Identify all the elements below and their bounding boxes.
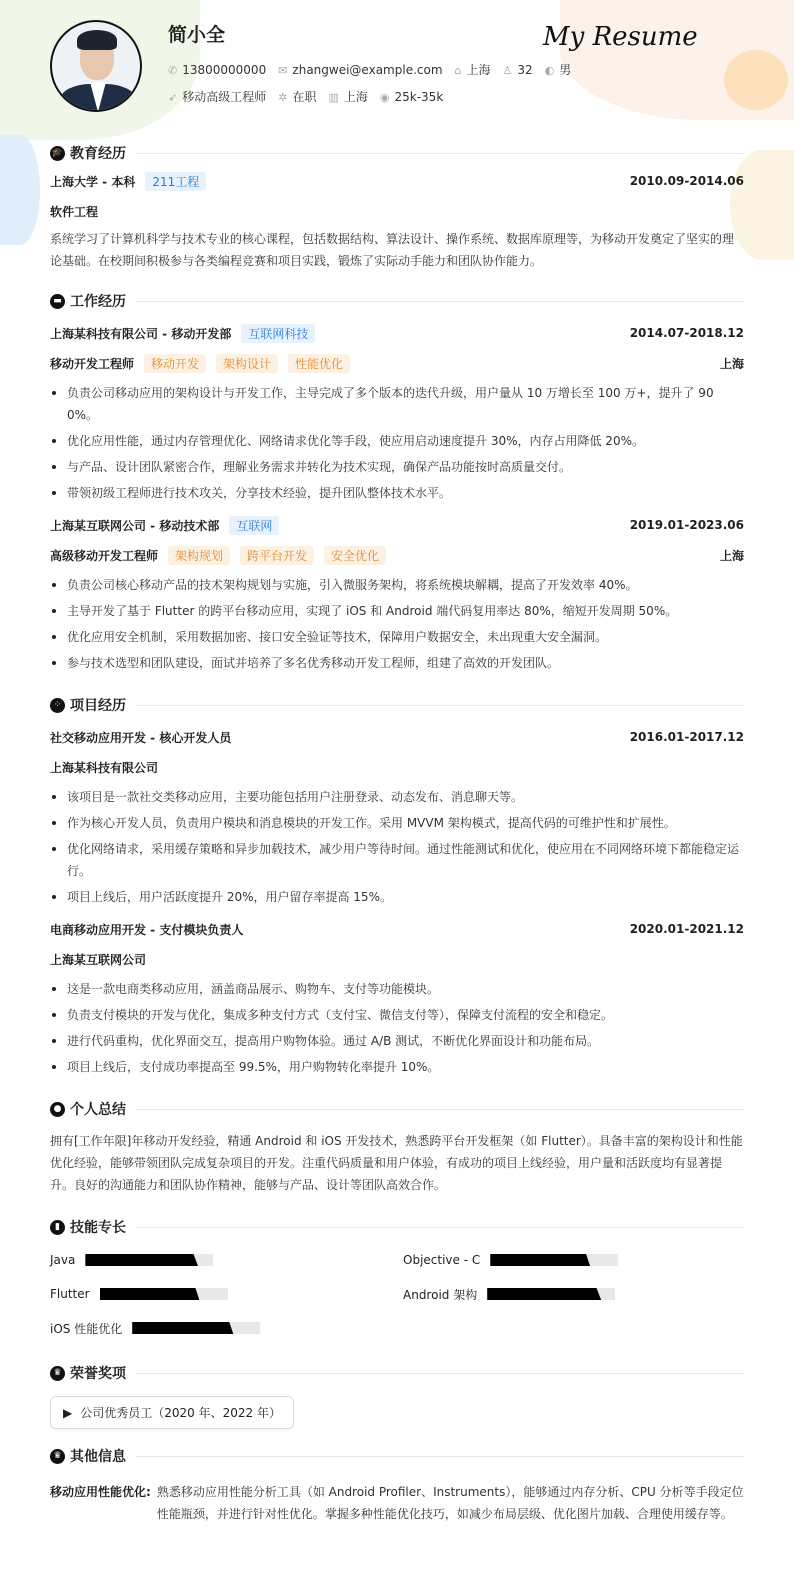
avatar	[50, 20, 142, 112]
list-item: 带领初级工程师进行技术攻关，分享技术经验，提升团队整体技术水平。	[50, 482, 744, 504]
skill-name: Android 架构	[403, 1287, 478, 1302]
other-label: 移动应用性能优化:	[50, 1485, 151, 1499]
project-item	[50, 914, 744, 1078]
grid-icon: ⁘	[50, 698, 65, 713]
major: 软件工程	[50, 204, 99, 219]
section-title: 教育经历	[70, 146, 126, 162]
salary: 25k-35k	[394, 89, 444, 104]
list-item: 优化应用性能，通过内存管理优化、网络请求优化等手段，使应用启动速度提升 30%，内存占用降低 20%。	[50, 430, 744, 452]
salary-icon: ◉	[379, 90, 390, 104]
skill-tag: 性能优化	[288, 354, 350, 373]
city: 上海	[466, 63, 491, 77]
honor-label: 公司优秀员工（2020 年、2022 年）	[80, 1406, 281, 1420]
date: 2020.01-2021.12	[629, 922, 744, 936]
skill-bar	[132, 1322, 260, 1334]
section-work	[50, 288, 744, 314]
briefcase-icon: ▬	[50, 294, 65, 309]
company: 上海某科技有限公司 - 移动开发部	[50, 326, 232, 341]
project-item	[50, 722, 744, 908]
role: 移动开发工程师	[50, 356, 135, 371]
list-item: 作为核心开发人员，负责用户模块和消息模块的开发工作。采用 MVVM 架构模式，提高代码的可维护性和扩展性。	[50, 812, 744, 834]
work-item	[50, 510, 744, 674]
skill-tag: 跨平台开发	[240, 546, 314, 565]
list-item: 项目上线后，用户活跃度提升 20%，用户留存率提高 15%。	[50, 886, 744, 908]
section-honors	[50, 1360, 744, 1386]
list-item: 负责公司核心移动产品的技术架构规划与实施，引入微服务架构，将系统模块解耦，提高了开发效率 40%。	[50, 574, 744, 596]
skill-tag: 架构设计	[216, 354, 278, 373]
award-icon: ♛	[50, 1366, 65, 1381]
skill-name: Java	[50, 1253, 76, 1267]
user-icon: ●	[50, 1102, 65, 1117]
other-text: 熟悉移动应用性能分析工具（如 Android Profiler、Instruments），能够通过内存分析、CPU 分析等手段定位性能瓶颈，并进行针对性优化。掌握多种性能优化技巧，如减少布局层级、优化图片加载、合理使用缓存等。	[156, 1485, 744, 1521]
honor-item[interactable]	[50, 1396, 294, 1429]
location: 上海	[719, 548, 744, 563]
project-company: 上海某科技有限公司	[50, 760, 159, 775]
industry-tag: 互联网	[229, 516, 279, 535]
list-item: 该项目是一款社交类移动应用，主要功能包括用户注册登录、动态发布、消息聊天等。	[50, 786, 744, 808]
list-item: 负责公司移动应用的架构设计与开发工作，主导完成了多个版本的迭代升级，用户量从 10 万增长至 100 万+，提升了 900%。	[50, 382, 744, 426]
skill-item	[50, 1250, 403, 1270]
industry-tag: 互联网科技	[241, 324, 315, 343]
graduation-icon: 🎓	[50, 146, 65, 161]
education-row	[50, 166, 744, 196]
skill-bar	[490, 1254, 618, 1266]
skill-bar-fill	[85, 1254, 198, 1266]
section-other	[50, 1443, 744, 1469]
list-item: 主导开发了基于 Flutter 的跨平台移动应用，实现了 iOS 和 Android 端代码复用率达 80%，缩短开发周期 50%。	[50, 600, 744, 622]
list-item: 优化应用安全机制，采用数据加密、接口安全验证等技术，保障用户数据安全，未出现重大安全漏洞。	[50, 626, 744, 648]
age-icon: ♙	[502, 63, 513, 77]
list-item: 参与技术选型和团队建设，面试并培养了多名优秀移动开发工程师，组建了高效的开发团队。	[50, 652, 744, 674]
status-icon: ✲	[278, 91, 288, 104]
skill-bar-fill	[132, 1322, 233, 1334]
skill-name: Objective - C	[403, 1253, 481, 1267]
project-company: 上海某互联网公司	[50, 952, 147, 967]
location: 上海	[719, 356, 744, 371]
skill-item	[403, 1250, 744, 1270]
section-title: 技能专长	[70, 1220, 126, 1236]
phone: 13800000000	[182, 62, 267, 77]
list-item: 进行代码重构，优化界面交互，提高用户购物体验。通过 A/B 测试，不断优化界面设计和功能布局。	[50, 1030, 744, 1052]
award-icon: ♛	[50, 1449, 65, 1464]
section-summary	[50, 1096, 744, 1122]
list-item: 负责支付模块的开发与优化，集成多种支付方式（支付宝、微信支付等），保障支付流程的安全和稳定。	[50, 1004, 744, 1026]
skill-tag: 架构规划	[168, 546, 230, 565]
school: 上海大学 - 本科	[50, 174, 136, 189]
project-title: 社交移动应用开发 - 核心开发人员	[50, 730, 232, 745]
date: 2010.09-2014.06	[629, 174, 744, 188]
status: 在职	[292, 90, 317, 104]
date: 2014.07-2018.12	[629, 326, 744, 340]
name: 简小全	[168, 24, 226, 46]
phone-icon: ✆	[168, 63, 178, 77]
list-item: 与产品、设计团队紧密合作，理解业务需求并转化为技术实现，确保产品功能按时高质量交付。	[50, 456, 744, 478]
list-item: 这是一款电商类移动应用，涵盖商品展示、购物车、支付等功能模块。	[50, 978, 744, 1000]
skill-bar	[85, 1254, 213, 1266]
skill-item	[50, 1284, 403, 1304]
skill-bar-fill	[100, 1288, 200, 1300]
section-skills	[50, 1214, 744, 1240]
building-icon: ▥	[328, 91, 339, 104]
section-projects	[50, 692, 744, 718]
email: zhangwei@example.com	[292, 62, 443, 77]
section-education	[50, 140, 744, 166]
skill-bar-fill	[487, 1288, 601, 1300]
company: 上海某互联网公司 - 移动技术部	[50, 518, 220, 533]
summary-text: 拥有[工作年限]年移动开发经验，精通 Android 和 iOS 开发技术，熟悉跨平台开发框架（如 Flutter）。具备丰富的架构设计和性能优化经验，能够带领团队完成复杂项目的开发。注重代码质量和用户体验，有成功的项目上线经验，用户量和活跃度均有显著提升。良好的沟通能力和团队协作精神，能够与产品、设计等团队高效合作。	[50, 1134, 743, 1192]
work-city: 上海	[343, 90, 368, 104]
skill-name: iOS 性能优化	[50, 1321, 123, 1336]
project-title: 电商移动应用开发 - 支付模块负责人	[50, 922, 244, 937]
caret-right-icon: ▶	[63, 1405, 73, 1420]
list-item: 优化网络请求，采用缓存策略和异步加载技术，减少用户等待时间。通过性能测试和优化，使应用在不同网络环境下都能稳定运行。	[50, 838, 744, 882]
send-icon: ➶	[168, 91, 178, 104]
work-item	[50, 318, 744, 504]
home-icon: ⌂	[454, 64, 462, 77]
date: 2019.01-2023.06	[629, 518, 744, 532]
school-tag: 211工程	[145, 172, 206, 191]
skill-bar	[487, 1288, 615, 1300]
age: 32	[517, 62, 533, 77]
resume-header	[0, 0, 794, 140]
skill-tag: 安全优化	[324, 546, 386, 565]
gender-icon: ◐	[544, 64, 555, 77]
position: 移动高级工程师	[182, 90, 267, 104]
skill-tag: 移动开发	[144, 354, 206, 373]
role: 高级移动开发工程师	[50, 548, 159, 563]
skill-bar	[100, 1288, 228, 1300]
skill-name: Flutter	[50, 1287, 90, 1301]
section-title: 项目经历	[70, 698, 126, 714]
skill-item	[403, 1284, 744, 1304]
gender: 男	[559, 63, 572, 77]
section-title: 工作经历	[70, 294, 126, 310]
contact-row	[168, 61, 571, 78]
job-intent-row	[168, 88, 443, 105]
education-desc: 系统学习了计算机科学与技术专业的核心课程，包括数据结构、算法设计、操作系统、数据库原理等，为移动开发奠定了坚实的理论基础。在校期间积极参与各类编程竞赛和项目实践，锻炼了实际动手能力和团队协作能力。	[50, 232, 735, 268]
other-item	[50, 1481, 744, 1525]
list-item: 项目上线后，支付成功率提高至 99.5%，用户购物转化率提升 10%。	[50, 1056, 744, 1078]
section-title: 其他信息	[70, 1449, 126, 1465]
section-title: 个人总结	[70, 1102, 126, 1118]
skill-item	[50, 1318, 403, 1338]
section-title: 荣誉奖项	[70, 1366, 126, 1382]
resume-logo: My Resume	[543, 22, 698, 52]
chart-icon: ▮	[50, 1220, 65, 1235]
mail-icon: ✉	[278, 63, 288, 77]
skill-bar-fill	[490, 1254, 590, 1266]
date: 2016.01-2017.12	[629, 730, 744, 744]
